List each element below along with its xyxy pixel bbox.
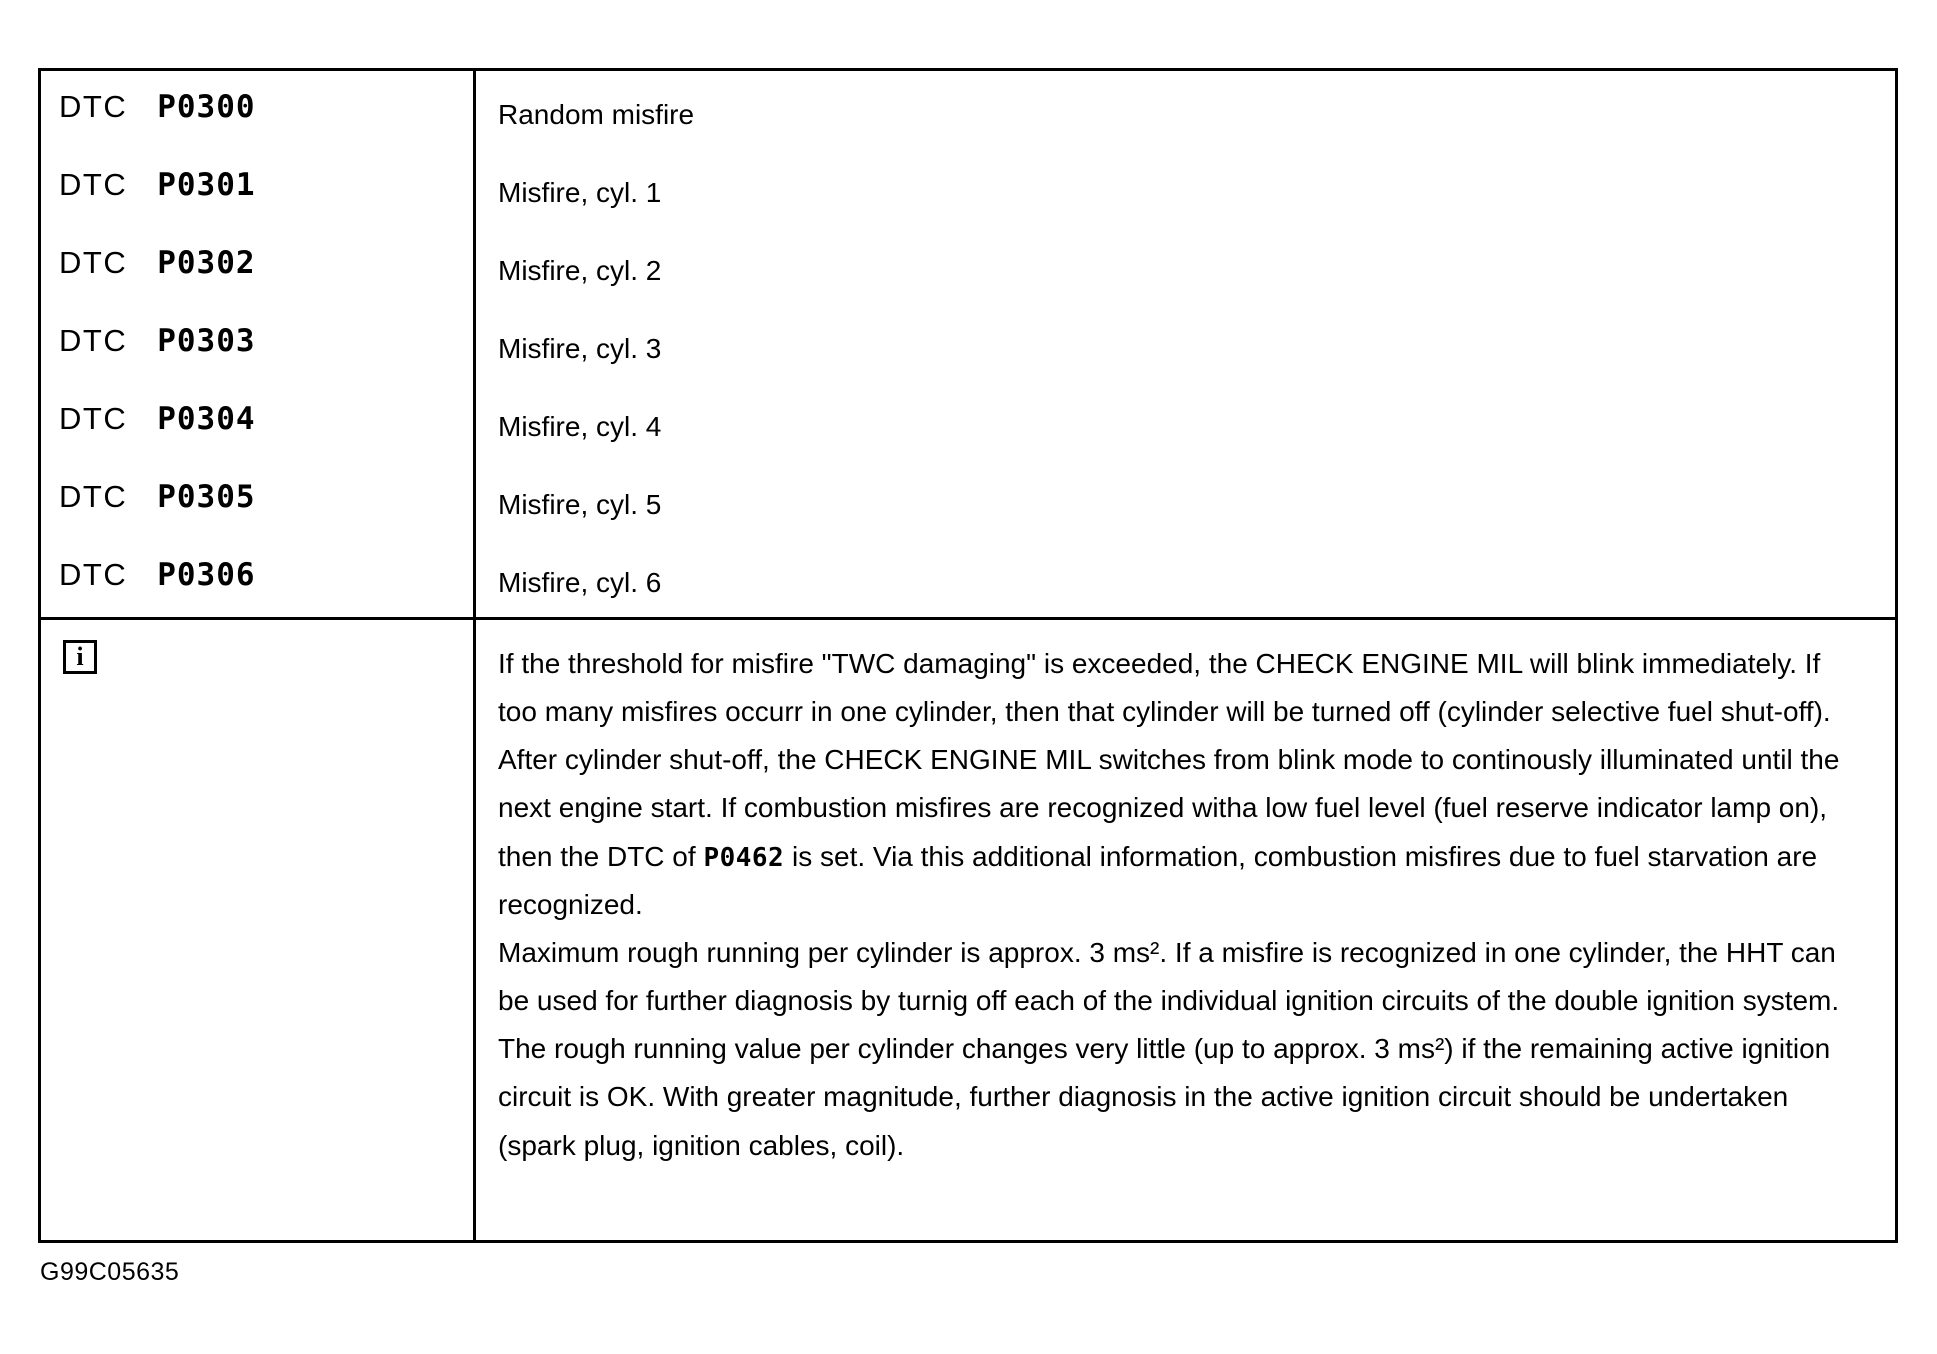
dtc-description: Misfire, cyl. 5 [498, 489, 662, 520]
dtc-description: Misfire, cyl. 2 [498, 255, 662, 286]
info-icon: i [63, 640, 97, 674]
dtc-description-cell [475, 227, 1897, 305]
dtc-code: P0305 [157, 479, 256, 515]
dtc-code-cell [40, 461, 475, 539]
dtc-description: Misfire, cyl. 3 [498, 333, 662, 364]
dtc-label: DTC [59, 167, 128, 202]
note-paragraph-1-text-b: is set. Via this additional information, combustion misfires due to fuel starvation are recognized. [498, 840, 1818, 920]
dtc-label: DTC [59, 401, 128, 436]
dtc-label: DTC [59, 245, 128, 280]
dtc-label: DTC [59, 479, 128, 514]
table-row [40, 149, 1897, 227]
dtc-label: DTC [59, 557, 128, 592]
note-icon-cell [40, 619, 475, 1242]
note-paragraph-2: Maximum rough running per cylinder is approx. 3 ms². If a misfire is recognized in one cylinder, the HHT can be used for further diagnosis by turnig off each of the individual ignition circuits of the double ignition system. The rough running value per cylinder changes very little (up to approx. 3 ms²) if the remaining active ignition circuit is OK. With greater magnitude, further diagnosis in the active ignition circuit should be undertaken (spark plug, ignition cables, coil). [498, 936, 1840, 1161]
dtc-code-cell [40, 70, 475, 150]
dtc-code: P0303 [157, 323, 256, 359]
dtc-code-cell [40, 383, 475, 461]
table-row [40, 539, 1897, 619]
figure-id: G99C05635 [40, 1258, 180, 1286]
dtc-code: P0300 [157, 89, 256, 125]
note-text-cell [475, 619, 1897, 1242]
dtc-description: Misfire, cyl. 1 [498, 177, 662, 208]
dtc-code-cell [40, 305, 475, 383]
dtc-description-cell [475, 383, 1897, 461]
note-row [40, 619, 1897, 1242]
table-row [40, 461, 1897, 539]
dtc-description: Random misfire [498, 99, 695, 130]
dtc-code: P0304 [157, 401, 256, 437]
note-paragraph-1-text-a: If the threshold for misfire "TWC damaging" is exceeded, the CHECK ENGINE MIL will blink immediately. If too many misfires occurr in one cylinder, then that cylinder will be turned off (cylinder selective fuel shut-off). After cylinder shut-off, the CHECK ENGINE MIL switches from blink mode to continously illuminated until the next engine start. If combustion misfires are recognized witha low fuel level (fuel reserve indicator lamp on), then the DTC of [498, 648, 1840, 872]
table-row [40, 383, 1897, 461]
note-inline-dtc-code: P0462 [703, 842, 785, 873]
dtc-code-cell [40, 227, 475, 305]
dtc-table [38, 68, 1898, 1243]
dtc-label: DTC [59, 89, 128, 124]
note-paragraph-1 [498, 640, 1865, 929]
table-row [40, 305, 1897, 383]
dtc-label: DTC [59, 323, 128, 358]
dtc-code-cell [40, 539, 475, 619]
dtc-code: P0301 [157, 167, 256, 203]
dtc-description: Misfire, cyl. 4 [498, 411, 662, 442]
table-row [40, 70, 1897, 150]
dtc-code: P0306 [157, 557, 256, 593]
dtc-description-cell [475, 149, 1897, 227]
dtc-description-cell [475, 461, 1897, 539]
dtc-description-cell [475, 305, 1897, 383]
dtc-description: Misfire, cyl. 6 [498, 567, 662, 598]
dtc-code: P0302 [157, 245, 256, 281]
table-row [40, 227, 1897, 305]
dtc-description-cell [475, 70, 1897, 150]
dtc-code-cell [40, 149, 475, 227]
dtc-description-cell [475, 539, 1897, 619]
